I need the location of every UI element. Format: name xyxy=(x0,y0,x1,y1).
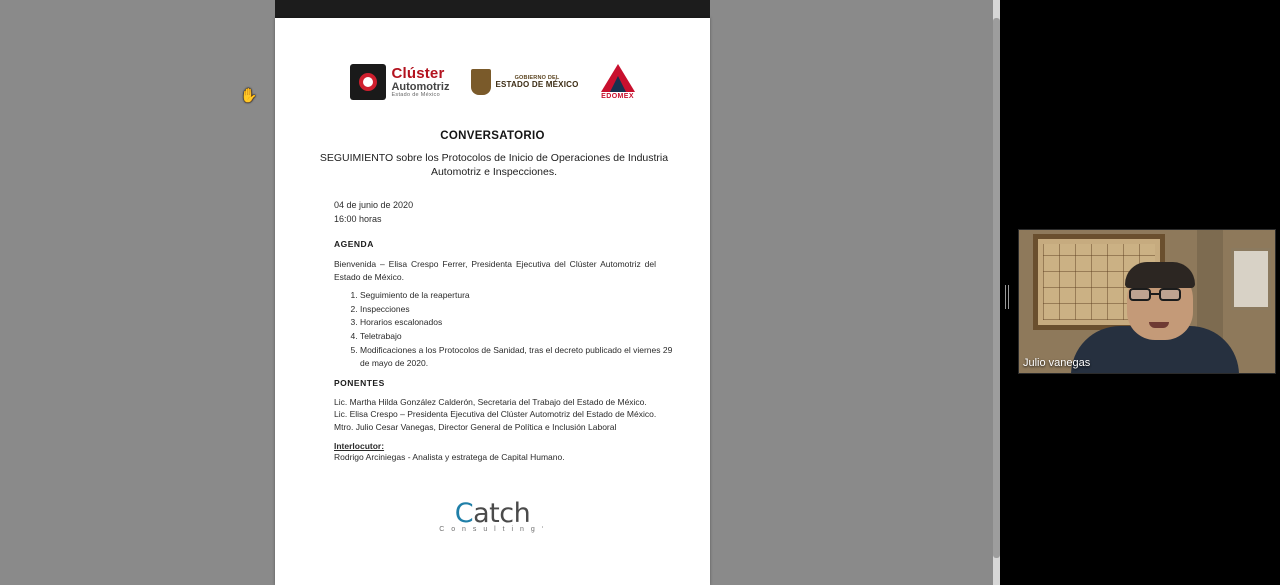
gobierno-estado-mexico-logo xyxy=(471,69,578,95)
video-person-glasses-right xyxy=(1159,288,1181,301)
gobierno-logo-line2: ESTADO DE MÉXICO xyxy=(495,79,579,89)
speakers-heading: PONENTES xyxy=(334,378,385,388)
cluster-logo-line3: Estado de México xyxy=(391,92,440,99)
document-subtitle: SEGUIMIENTO sobre los Protocolos de Inicio de Operaciones de Industria Automotriz e Inspecciones. xyxy=(319,152,669,179)
catch-logo-rest: atch xyxy=(473,498,531,529)
cluster-logo-line2: Automotriz xyxy=(391,80,450,93)
cluster-automotriz-logo xyxy=(350,64,449,100)
document-date: 04 de junio de 2020 xyxy=(334,200,414,210)
list-item: 3. Horarios escalonados xyxy=(360,316,680,329)
catch-logo-wordmark xyxy=(275,498,710,529)
edomex-triangle-icon xyxy=(601,64,635,92)
document-title: CONVERSATORIO xyxy=(440,130,545,142)
list-item: Lic. Martha Hilda González Calderón, Secretaria del Trabajo del Estado de México. xyxy=(334,397,647,407)
agenda-list xyxy=(338,289,680,371)
list-item: 1. Seguimiento de la reapertura xyxy=(360,289,680,302)
edomex-logo-label: EDOMEX xyxy=(601,93,634,100)
video-person-hair xyxy=(1125,262,1195,288)
catch-consulting-logo xyxy=(275,498,710,533)
video-wall-frame xyxy=(1231,248,1271,310)
document-datetime xyxy=(334,199,413,227)
hand-cursor: ✋ xyxy=(240,87,258,103)
document-time: 16:00 horas xyxy=(334,213,382,224)
shield-icon xyxy=(471,69,491,95)
cluster-logo-line1: Clúster xyxy=(391,64,445,82)
speakers-list xyxy=(334,396,664,433)
cluster-mark-icon xyxy=(350,64,386,100)
video-person-glasses-bridge xyxy=(1151,293,1159,295)
list-item: 2. Inspecciones xyxy=(360,303,680,316)
participant-name-label: Julio vanegas xyxy=(1023,357,1091,369)
participant-video-tile[interactable] xyxy=(1018,229,1276,374)
panel-divider-handle[interactable] xyxy=(1005,285,1009,309)
catch-logo-initial: C xyxy=(454,498,474,529)
video-person-mouth xyxy=(1149,322,1169,328)
list-item: 5. Modificaciones a los Protocolos de Sanidad, tras el decreto publicado el viernes 29 de mayo de 2020. xyxy=(360,344,680,370)
scrollbar-thumb[interactable] xyxy=(993,18,1000,558)
list-item: Lic. Elisa Crespo – Presidenta Ejecutiva del Clúster Automotriz del Estado de México. xyxy=(334,409,657,420)
gobierno-logo-line1: GOBIERNO DEL xyxy=(514,74,560,81)
agenda-welcome-text: Bienvenida – Elisa Crespo Ferrer, Presidenta Ejecutiva del Clúster Automotriz del Estado de México. xyxy=(334,259,656,282)
video-person-glasses-left xyxy=(1129,288,1151,301)
document-logo-row xyxy=(275,64,710,101)
list-item: 4. Teletrabajo xyxy=(360,330,680,343)
interlocutor-name: Rodrigo Arciniegas - Analista y estratega de Capital Humano. xyxy=(334,452,565,462)
shared-screen-backdrop-left xyxy=(0,0,275,585)
catch-logo-tagline: C o n s u l t i n g ‘ xyxy=(439,526,546,533)
interlocutor-label: Interlocutor: xyxy=(334,441,385,451)
agenda-heading: AGENDA xyxy=(334,239,374,249)
shared-document-page[interactable] xyxy=(275,18,710,585)
shared-screen-backdrop-right xyxy=(710,0,993,585)
shared-view-scrollbar[interactable] xyxy=(993,0,1000,585)
list-item: Mtro. Julio Cesar Vanegas, Director General de Política e Inclusión Laboral xyxy=(334,421,617,432)
edomex-logo xyxy=(601,64,635,101)
